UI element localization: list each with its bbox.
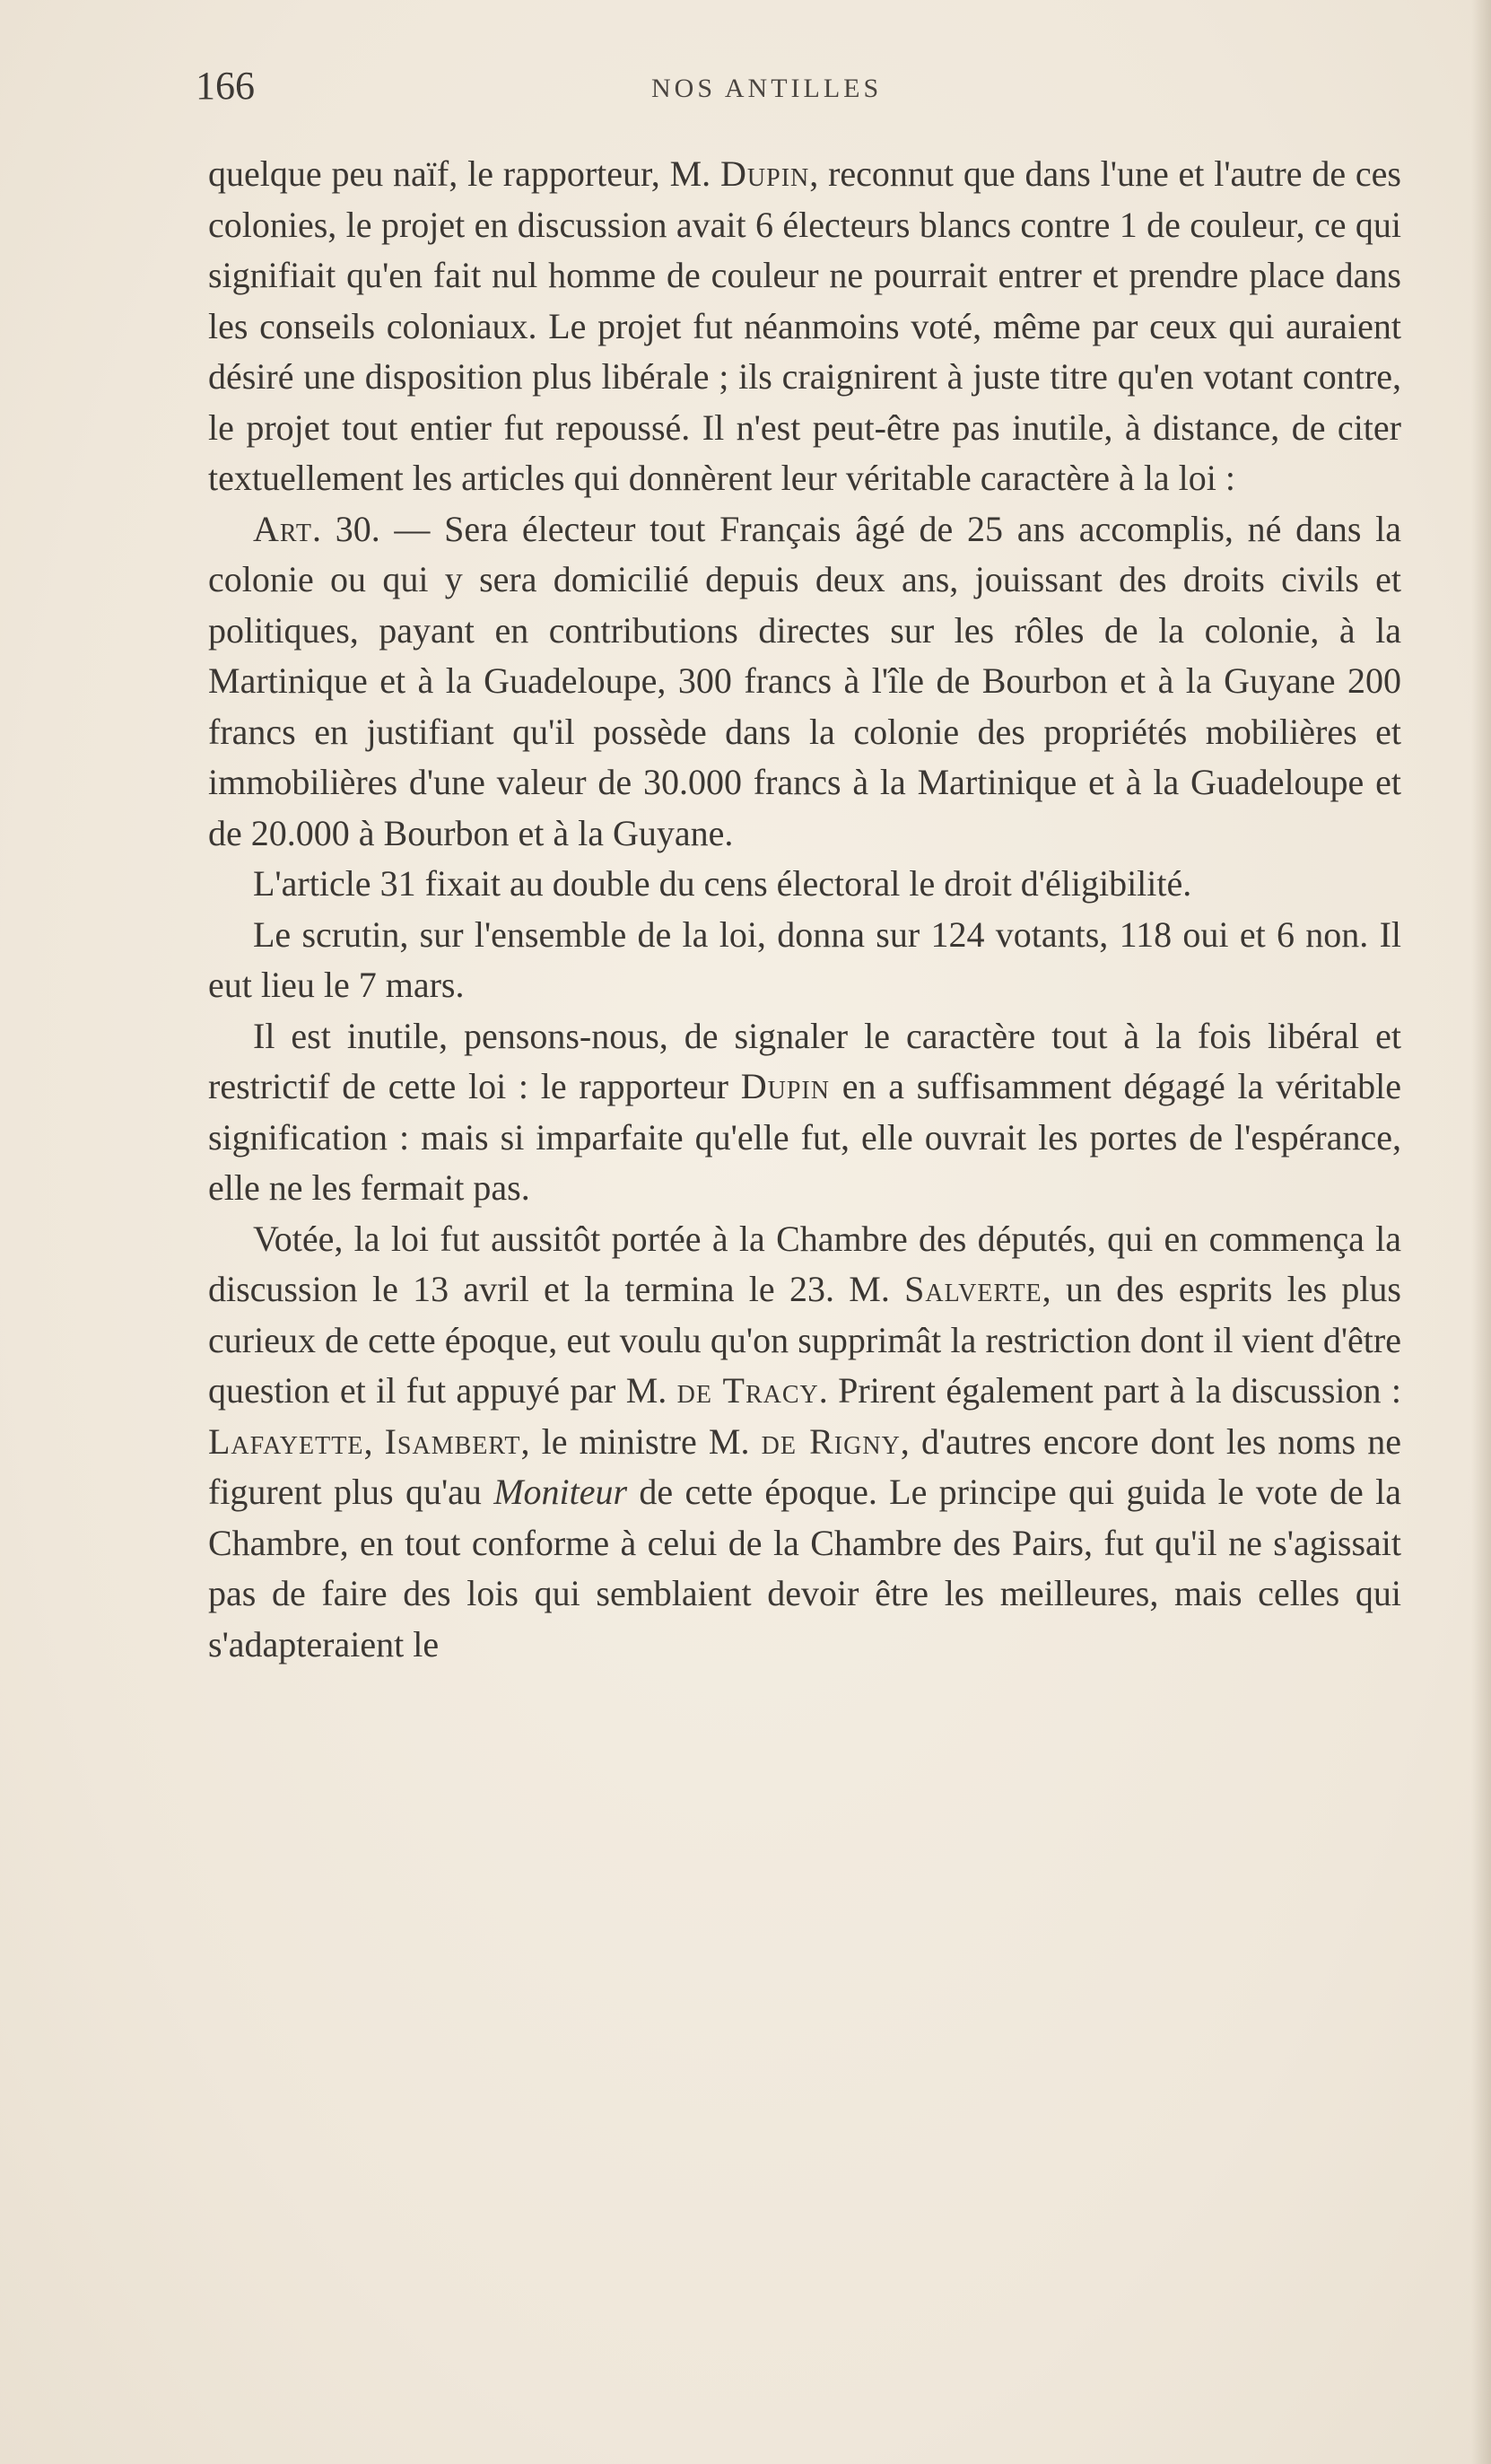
title-moniteur: Moniteur bbox=[493, 1472, 628, 1512]
name-de-rigny: de Rigny bbox=[761, 1420, 901, 1462]
paragraph-2-article-30: Art. 30. — Sera électeur tout Français âgé de 25 ans accomplis, né dans la colonie ou qui y sera domicilié depuis deux ans, jouissant des droits civils et politiques, payant en contributions directes sur les rôles de la colonie, à la Martinique et à la Guadeloupe, 300 francs à l'île de Bourbon et à la Guyane 200 francs en justifiant qu'il possède dans la colonie des propriétés mobilières et immobilières d'une valeur de 30.000 francs à la Martinique et à la Guadeloupe et de 20.000 à Bourbon et à la Guyane. bbox=[208, 508, 1401, 853]
name-salverte: Salverte bbox=[904, 1269, 1042, 1309]
running-title: NOS ANTILLES bbox=[651, 74, 883, 103]
name-isambert: Isambert bbox=[384, 1420, 521, 1462]
paragraph-4: Le scrutin, sur l'ensemble de la loi, donna sur 124 votants, 118 oui et 6 non. Il eut lieu le 7 mars. bbox=[208, 913, 1401, 1005]
paragraph-5: Il est inutile, pensons-nous, de signaler le caractère tout à la fois libéral et restrictif de cette loi : le rapporteur Dupin en a suffisamment dégagé la véritable signification : mais si imparfaite qu'elle fut, elle ouvrait les portes de l'espérance, elle ne les fermait pas. bbox=[208, 1015, 1401, 1208]
page-header bbox=[196, 63, 1398, 117]
name-lafayette: Lafayette bbox=[208, 1420, 364, 1462]
paragraph-3: L'article 31 fixait au double du cens électoral le droit d'éligibilité. bbox=[253, 863, 1192, 904]
body-text bbox=[208, 149, 1401, 1670]
name-de-tracy: de Tracy bbox=[676, 1370, 819, 1411]
article-label: Art bbox=[253, 508, 312, 549]
name-dupin: Dupin bbox=[740, 1066, 830, 1106]
page-edge-shadow bbox=[1471, 0, 1491, 2464]
paragraph-1: quelque peu naïf, le rapporteur, M. Dupin, reconnut que dans l'une et l'autre de ces colonies, le projet en discussion avait 6 électeurs blancs contre 1 de couleur, ce qui signifiait qu'en fait nul homme de couleur ne pourrait entrer et prendre place dans les conseils coloniaux. Le projet fut néanmoins voté, même par ceux qui auraient désiré une disposition plus libérale ; ils craignirent à juste titre qu'en votant contre, le projet tout entier fut repoussé. Il n'est peut-être pas inutile, à distance, de citer textuellement les articles qui donnèrent leur véritable caractère à la loi : bbox=[208, 153, 1402, 498]
page-number: 166 bbox=[196, 64, 255, 108]
paragraph-6: Votée, la loi fut aussitôt portée à la Chambre des députés, qui en commença la discussion le 13 avril et la termina le 23. M. Salverte, un des esprits les plus curieux de cette époque, eut voulu qu'on supprimât la restriction dont il vient d'être question et il fut appuyé par M. de Tracy. Prirent également part à la discussion : Lafayette, Isambert, le ministre M. de Rigny, d'autres encore dont les noms ne figurent plus qu'au Moniteur de cette époque. Le principe qui guida le vote de la Chambre, en tout conforme à celui de la Chambre des Pairs, fut qu'il ne s'agissait pas de faire des lois qui semblaient devoir être les meilleures, mais celles qui s'adapteraient le bbox=[208, 1218, 1402, 1665]
name-dupin: Dupin bbox=[720, 153, 810, 194]
